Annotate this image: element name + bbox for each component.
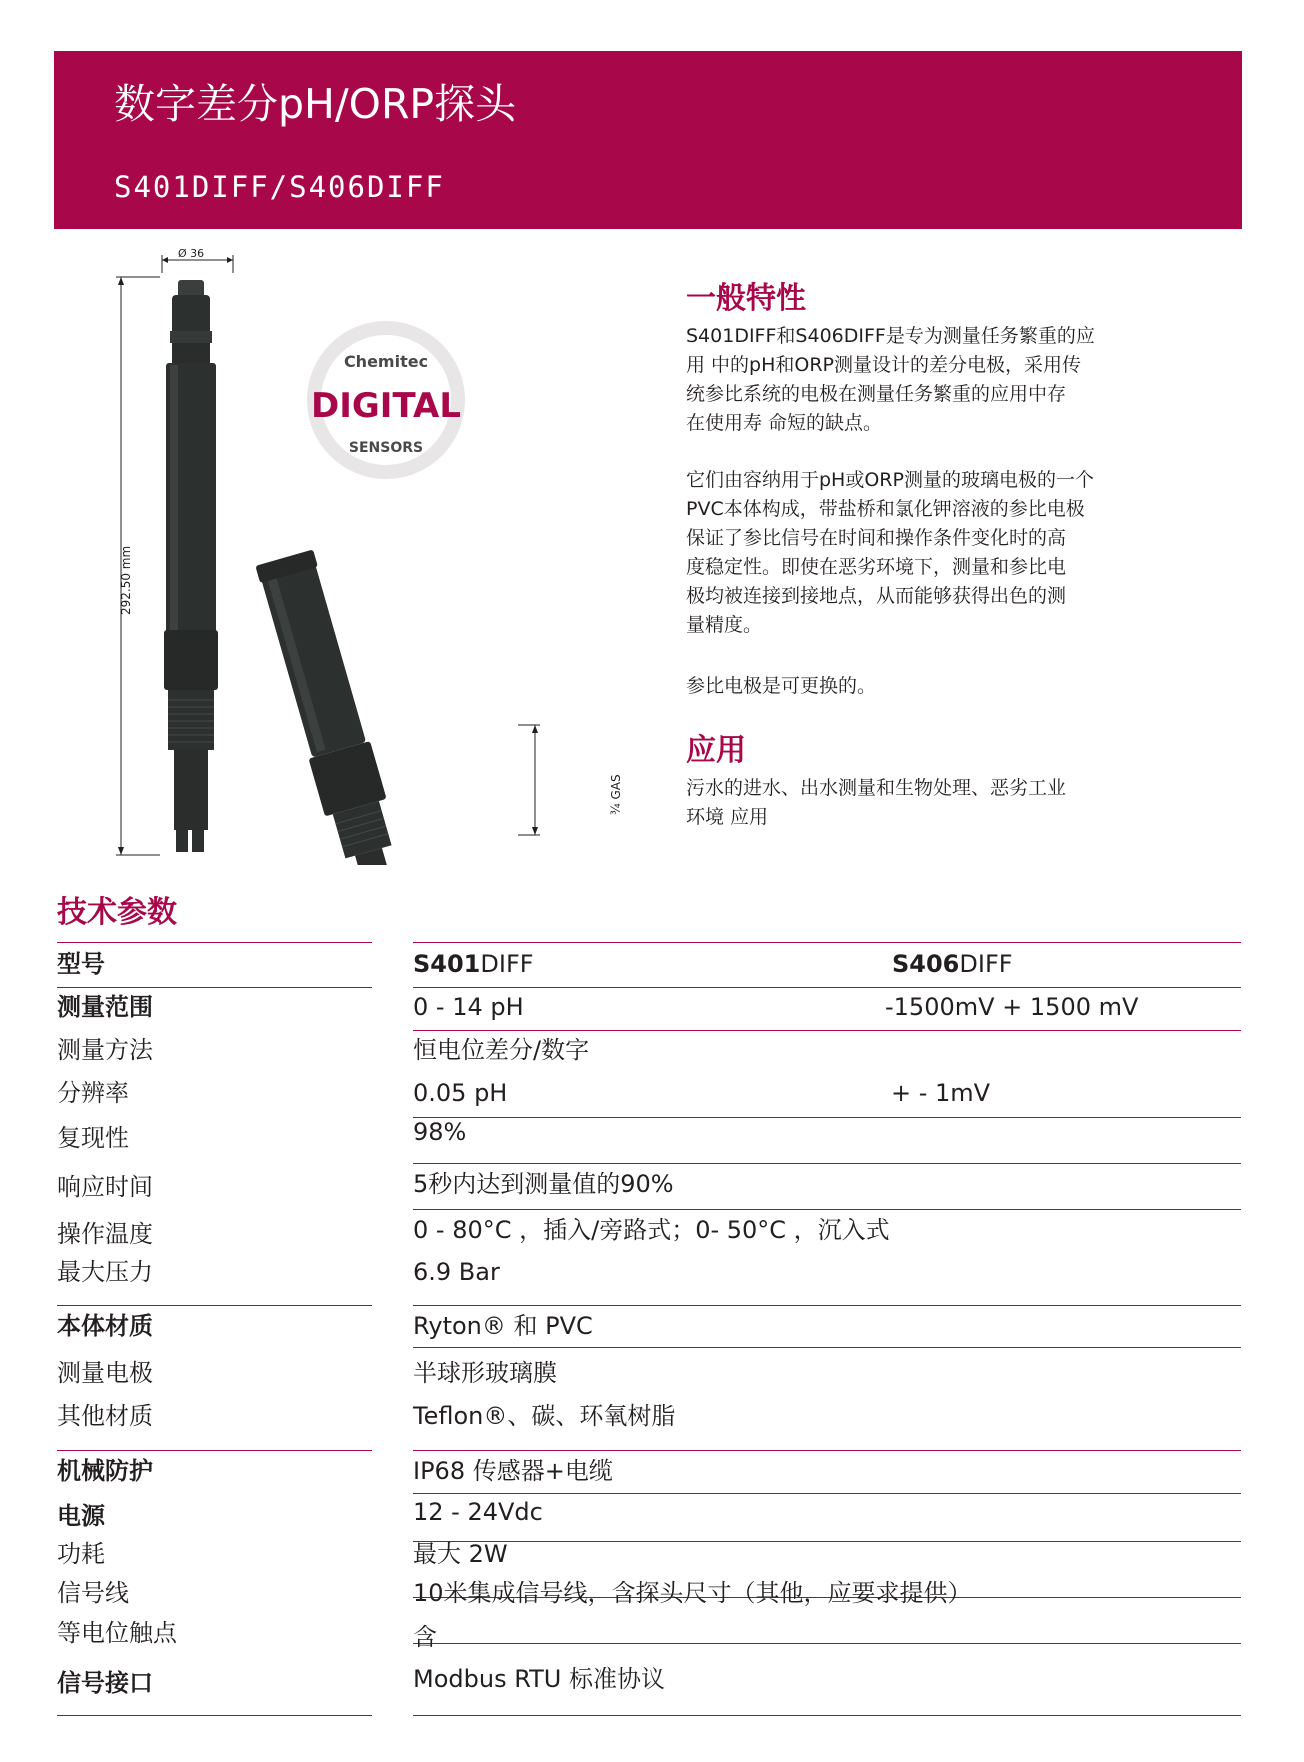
spec-label: 等电位触点 (57, 1619, 177, 1647)
spec-value: Modbus RTU 标准协议 (413, 1665, 665, 1693)
spec-value-s401: S401DIFF (413, 950, 534, 978)
chemitec-digital-logo (311, 328, 461, 472)
spec-label: 测量范围 (57, 993, 153, 1021)
logo-top-text: Chemitec (343, 352, 429, 371)
spec-value: Teflon®、碳、环氧树脂 (413, 1402, 676, 1430)
general-paragraph-3 (686, 672, 1186, 701)
spec-label: 型号 (57, 950, 105, 978)
general-p1-line: S401DIFF和S406DIFF是专为测量任务繁重的应 (686, 325, 1095, 347)
spec-label: 信号线 (57, 1579, 129, 1607)
spec-label: 其他材质 (57, 1402, 153, 1430)
general-p1-line: 在使用寿 命短的缺点。 (686, 412, 883, 434)
spec-label: 本体材质 (57, 1312, 153, 1340)
spec-value: Ryton® 和 PVC (413, 1312, 593, 1340)
general-p1-line: 用 中的pH和ORP测量设计的差分电极，采用传 (686, 354, 1082, 376)
spec-label: 复现性 (57, 1124, 129, 1152)
spec-label: 响应时间 (57, 1173, 153, 1201)
general-paragraph-2 (686, 466, 1186, 640)
angled-probe-image (253, 549, 413, 865)
spec-value: 0.05 pH (413, 1079, 508, 1107)
spec-label: 机械防护 (57, 1457, 153, 1485)
spec-value: 0 - 14 pH (413, 993, 524, 1021)
application-title: 应用 (686, 733, 746, 768)
general-p2-line: 保证了参比信号在时间和操作条件变化时的高 (686, 527, 1067, 549)
page-subtitle: S401DIFF/S406DIFF (114, 170, 445, 204)
spec-label: 测量电极 (57, 1359, 153, 1387)
spec-label: 操作温度 (57, 1220, 153, 1248)
spec-value-2: + - 1mV (891, 1079, 991, 1107)
product-figure (100, 245, 660, 865)
spec-label: 最大压力 (57, 1258, 153, 1286)
general-p2-line: 度稳定性。即使在恶劣环境下，测量和参比电 (686, 556, 1067, 578)
spec-value: 10米集成信号线，含探头尺寸（其他，应要求提供） (413, 1579, 972, 1607)
page-title: 数字差分pH/ORP探头 (114, 80, 517, 128)
application-paragraph (686, 774, 1186, 832)
thread-label: ¾ GAS (609, 774, 623, 815)
general-p2-line: 极均被连接到接地点，从而能够获得出色的测 (686, 585, 1067, 607)
diameter-label: Ø 36 (178, 247, 205, 260)
vertical-probe-image (164, 280, 218, 852)
application-line: 环境 应用 (686, 806, 769, 828)
spec-value: 98% (413, 1118, 467, 1146)
spec-value-2: -1500mV + 1500 mV (885, 993, 1139, 1021)
general-title: 一般特性 (686, 281, 806, 316)
spec-value: 0 - 80°C ，插入/旁路式；0- 50°C ，沉入式 (413, 1216, 890, 1244)
spec-value: 含 (413, 1623, 437, 1651)
spec-value: 12 - 24Vdc (413, 1498, 543, 1526)
general-p2-line: 量精度。 (686, 614, 763, 636)
spec-label: 测量方法 (57, 1036, 153, 1064)
general-p2-line: 它们由容纳用于pH或ORP测量的玻璃电极的一个 (686, 469, 1094, 491)
spec-value: IP68 传感器+电缆 (413, 1457, 613, 1485)
general-p1-line: 统参比系统的电极在测量任务繁重的应用中存 (686, 383, 1067, 405)
general-p2-line: PVC本体构成，带盐桥和氯化钾溶液的参比电极 (686, 498, 1085, 520)
logo-main-text: DIGITAL (311, 386, 461, 426)
header-banner (54, 51, 1242, 229)
logo-bottom-text: SENSORS (348, 440, 424, 456)
spec-label: 电源 (57, 1502, 105, 1530)
spec-value: 半球形玻璃膜 (413, 1359, 557, 1387)
spec-value-s406: S406DIFF (892, 950, 1013, 978)
spec-value: 最大 2W (413, 1540, 508, 1568)
specs-title: 技术参数 (57, 895, 177, 930)
general-paragraph-1 (686, 322, 1186, 438)
application-line: 污水的进水、出水测量和生物处理、恶劣工业 (686, 777, 1067, 799)
spec-value: 6.9 Bar (413, 1258, 500, 1286)
probe-illustration (100, 245, 660, 865)
spec-label: 功耗 (57, 1540, 105, 1568)
spec-value: 5秒内达到测量值的90% (413, 1170, 674, 1198)
spec-label: 分辨率 (57, 1079, 129, 1107)
spec-value: 恒电位差分/数字 (413, 1036, 590, 1064)
general-p3-line: 参比电极是可更换的。 (686, 675, 877, 697)
length-label: 292.50 mm (119, 545, 133, 615)
spec-label: 信号接口 (57, 1669, 153, 1697)
